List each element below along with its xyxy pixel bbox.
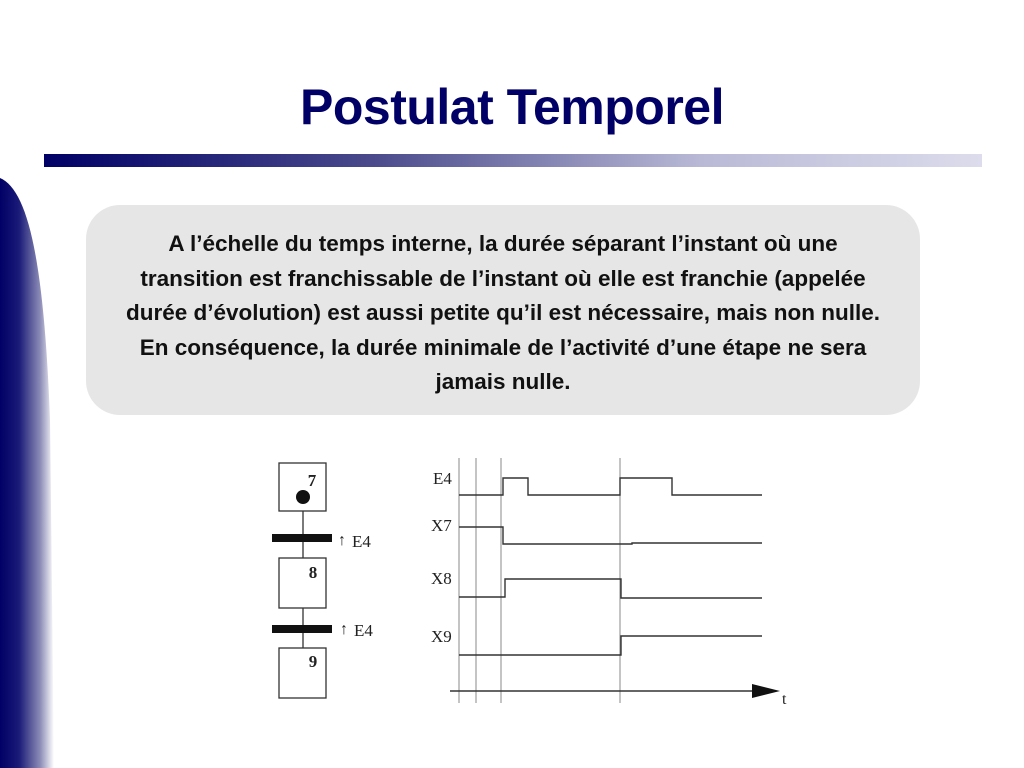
- transition-arrow-icon: ↑: [340, 621, 348, 638]
- slide-title: Postulat Temporel: [300, 79, 724, 135]
- grafcet-step-7: [279, 463, 326, 511]
- transition-condition: E4: [354, 621, 373, 640]
- step-number: 9: [308, 652, 318, 671]
- transition-arrow-icon: ↑: [338, 532, 346, 549]
- signal-waveform-x8: [459, 579, 762, 598]
- time-axis-label: t: [782, 691, 787, 708]
- grafcet-step-9: [279, 648, 326, 698]
- signal-waveform-x7: [459, 527, 762, 544]
- grafcet-transition-2: [272, 621, 373, 640]
- signal-waveform-e4: [459, 478, 762, 495]
- signal-label-x7: X7: [431, 516, 452, 535]
- signal-label-x9: X9: [431, 627, 452, 646]
- callout-text: A l’échelle du temps interne, la durée séparant l’instant où une transition est franchissable de l’instant où elle est franchie (appelée durée d’évolution) est aussi petite qu’il est nécessaire, mais non nulle. En conséquence, la durée minimale de l’activité d’une étape ne sera jamais nulle.: [126, 231, 880, 394]
- time-axis-arrow-icon: [752, 684, 780, 698]
- grafcet-transition-1: [272, 532, 371, 551]
- signal-label-x8: X8: [431, 569, 452, 588]
- step-number: 8: [308, 563, 318, 582]
- signal-label-e4: E4: [433, 469, 452, 488]
- transition-condition: E4: [352, 532, 371, 551]
- grafcet-step-8: [279, 558, 326, 608]
- timing-chart: [431, 458, 787, 708]
- step-number: 7: [307, 471, 317, 490]
- grafcet-diagram: [272, 463, 373, 698]
- step-active-token: [296, 490, 310, 504]
- signal-waveform-x9: [459, 636, 762, 655]
